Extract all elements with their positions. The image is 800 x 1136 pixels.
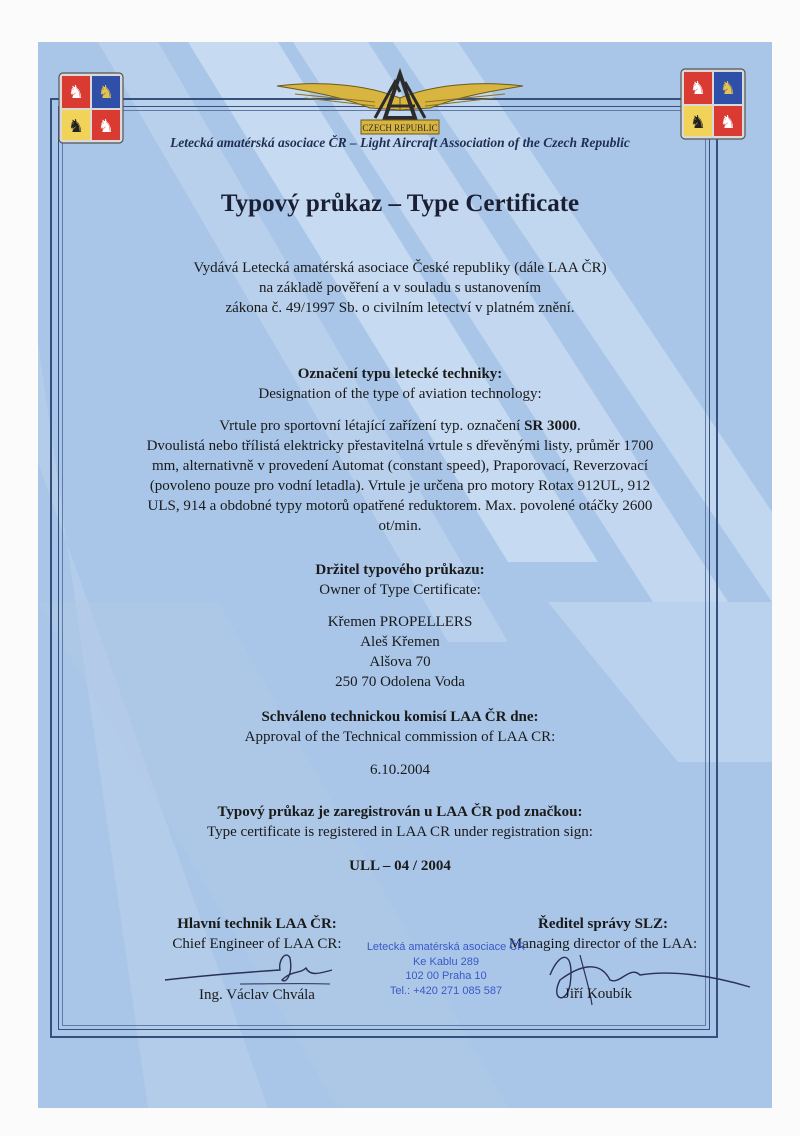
intro-line: Vydává Letecká amatérská asociace České republiky (dále LAA ČR) [193,260,607,276]
owner-line: 250 70 Odolena Voda [335,674,465,690]
approval-heading-en: Approval of the Technical commission of LAA CR: [244,729,556,745]
owner-line: Křemen PROPELLERS [327,614,473,630]
stamp-line: Ke Kablu 289 [412,955,480,968]
registration-section [0,802,800,842]
svg-text:♞: ♞ [719,112,737,132]
svg-text:♞: ♞ [97,116,115,136]
chief-engineer-title-cz: Hlavní technik LAA ČR: [177,916,337,932]
owner-line: Alšova 70 [369,654,431,670]
laa-wings-logo-icon [275,68,525,138]
owner-heading-cz: Držitel typového průkazu: [315,562,485,578]
director-title-en: Managing director of the LAA: [508,936,698,952]
designation-description [0,416,800,536]
intro-line: na základě pověření a v souladu s ustanovením [259,280,541,296]
owner-heading-en: Owner of Type Certificate: [319,582,481,598]
svg-text:♞: ♞ [67,116,85,136]
director-title-cz: Ředitel správy SLZ: [537,916,668,932]
designation-line-1: Vrtule pro sportovní létající zařízení typ. označení SR 3000. [219,418,581,434]
owner-section [0,560,800,600]
svg-text:♞: ♞ [97,82,115,102]
stamp-line: Letecká amatérská asociace ČR [366,941,526,953]
svg-text:♞: ♞ [689,78,707,98]
designation-heading-en: Designation of the type of aviation technology: [258,386,542,402]
chief-engineer-name: Ing. Václav Chvála [199,987,315,1003]
designation-section [0,364,800,404]
left-signatory-block [162,914,352,954]
intro-line: zákona č. 49/1997 Sb. o civilním letectví v platném znění. [225,300,575,316]
owner-line: Aleš Křemen [360,634,440,650]
certificate-title: Typový průkaz – Type Certificate [220,190,580,217]
intro-text [0,258,800,318]
owner-address [0,612,800,692]
stamp-line: Tel.: +420 271 085 587 [389,984,503,997]
designation-line: ot/min. [378,518,422,534]
chief-engineer-title-en: Chief Engineer of LAA CR: [172,936,342,952]
designation-heading-cz: Označení typu letecké techniky: [297,366,503,382]
registration-heading-cz: Typový průkaz je zaregistrován u LAA ČR pod značkou: [217,804,583,820]
association-name: Letecká amatérská asociace ČR – Light Aircraft Association of the Czech Republic [170,135,630,150]
approval-section [0,707,800,747]
stamp-line: 102 00 Praha 10 [405,970,487,982]
designation-line: Dvoulistá nebo třílistá elektricky přestavitelná vrtule s dřevěnými listy, průměr 1700 [146,438,654,454]
coat-of-arms-left-icon [58,72,124,144]
designation-line: ULS, 914 a obdobné typy motorů opatřené reduktorem. Max. povolené otáčky 2600 [147,498,653,514]
registration-sign: ULL – 04 / 2004 [349,858,451,874]
coat-of-arms-right-icon [680,68,746,140]
svg-text:♞: ♞ [67,82,85,102]
approval-heading-cz: Schváleno technickou komisí LAA ČR dne: [261,709,539,725]
association-stamp [356,940,536,998]
type-code: SR 3000 [524,418,577,434]
designation-line: (povoleno pouze pro vodní letadla). Vrtule je určena pro motory Rotax 912UL, 912 [149,478,651,494]
logo-text: CZECH REPUBLIC [362,123,438,133]
director-name: Jiří Koubík [564,986,632,1002]
approval-date: 6.10.2004 [370,762,430,778]
designation-line: mm, alternativně v provedení Automat (constant speed), Praporovací, Reverzovací [151,458,649,474]
svg-text:♞: ♞ [719,78,737,98]
registration-heading-en: Type certificate is registered in LAA CR under registration sign: [207,824,593,840]
svg-text:♞: ♞ [689,112,707,132]
